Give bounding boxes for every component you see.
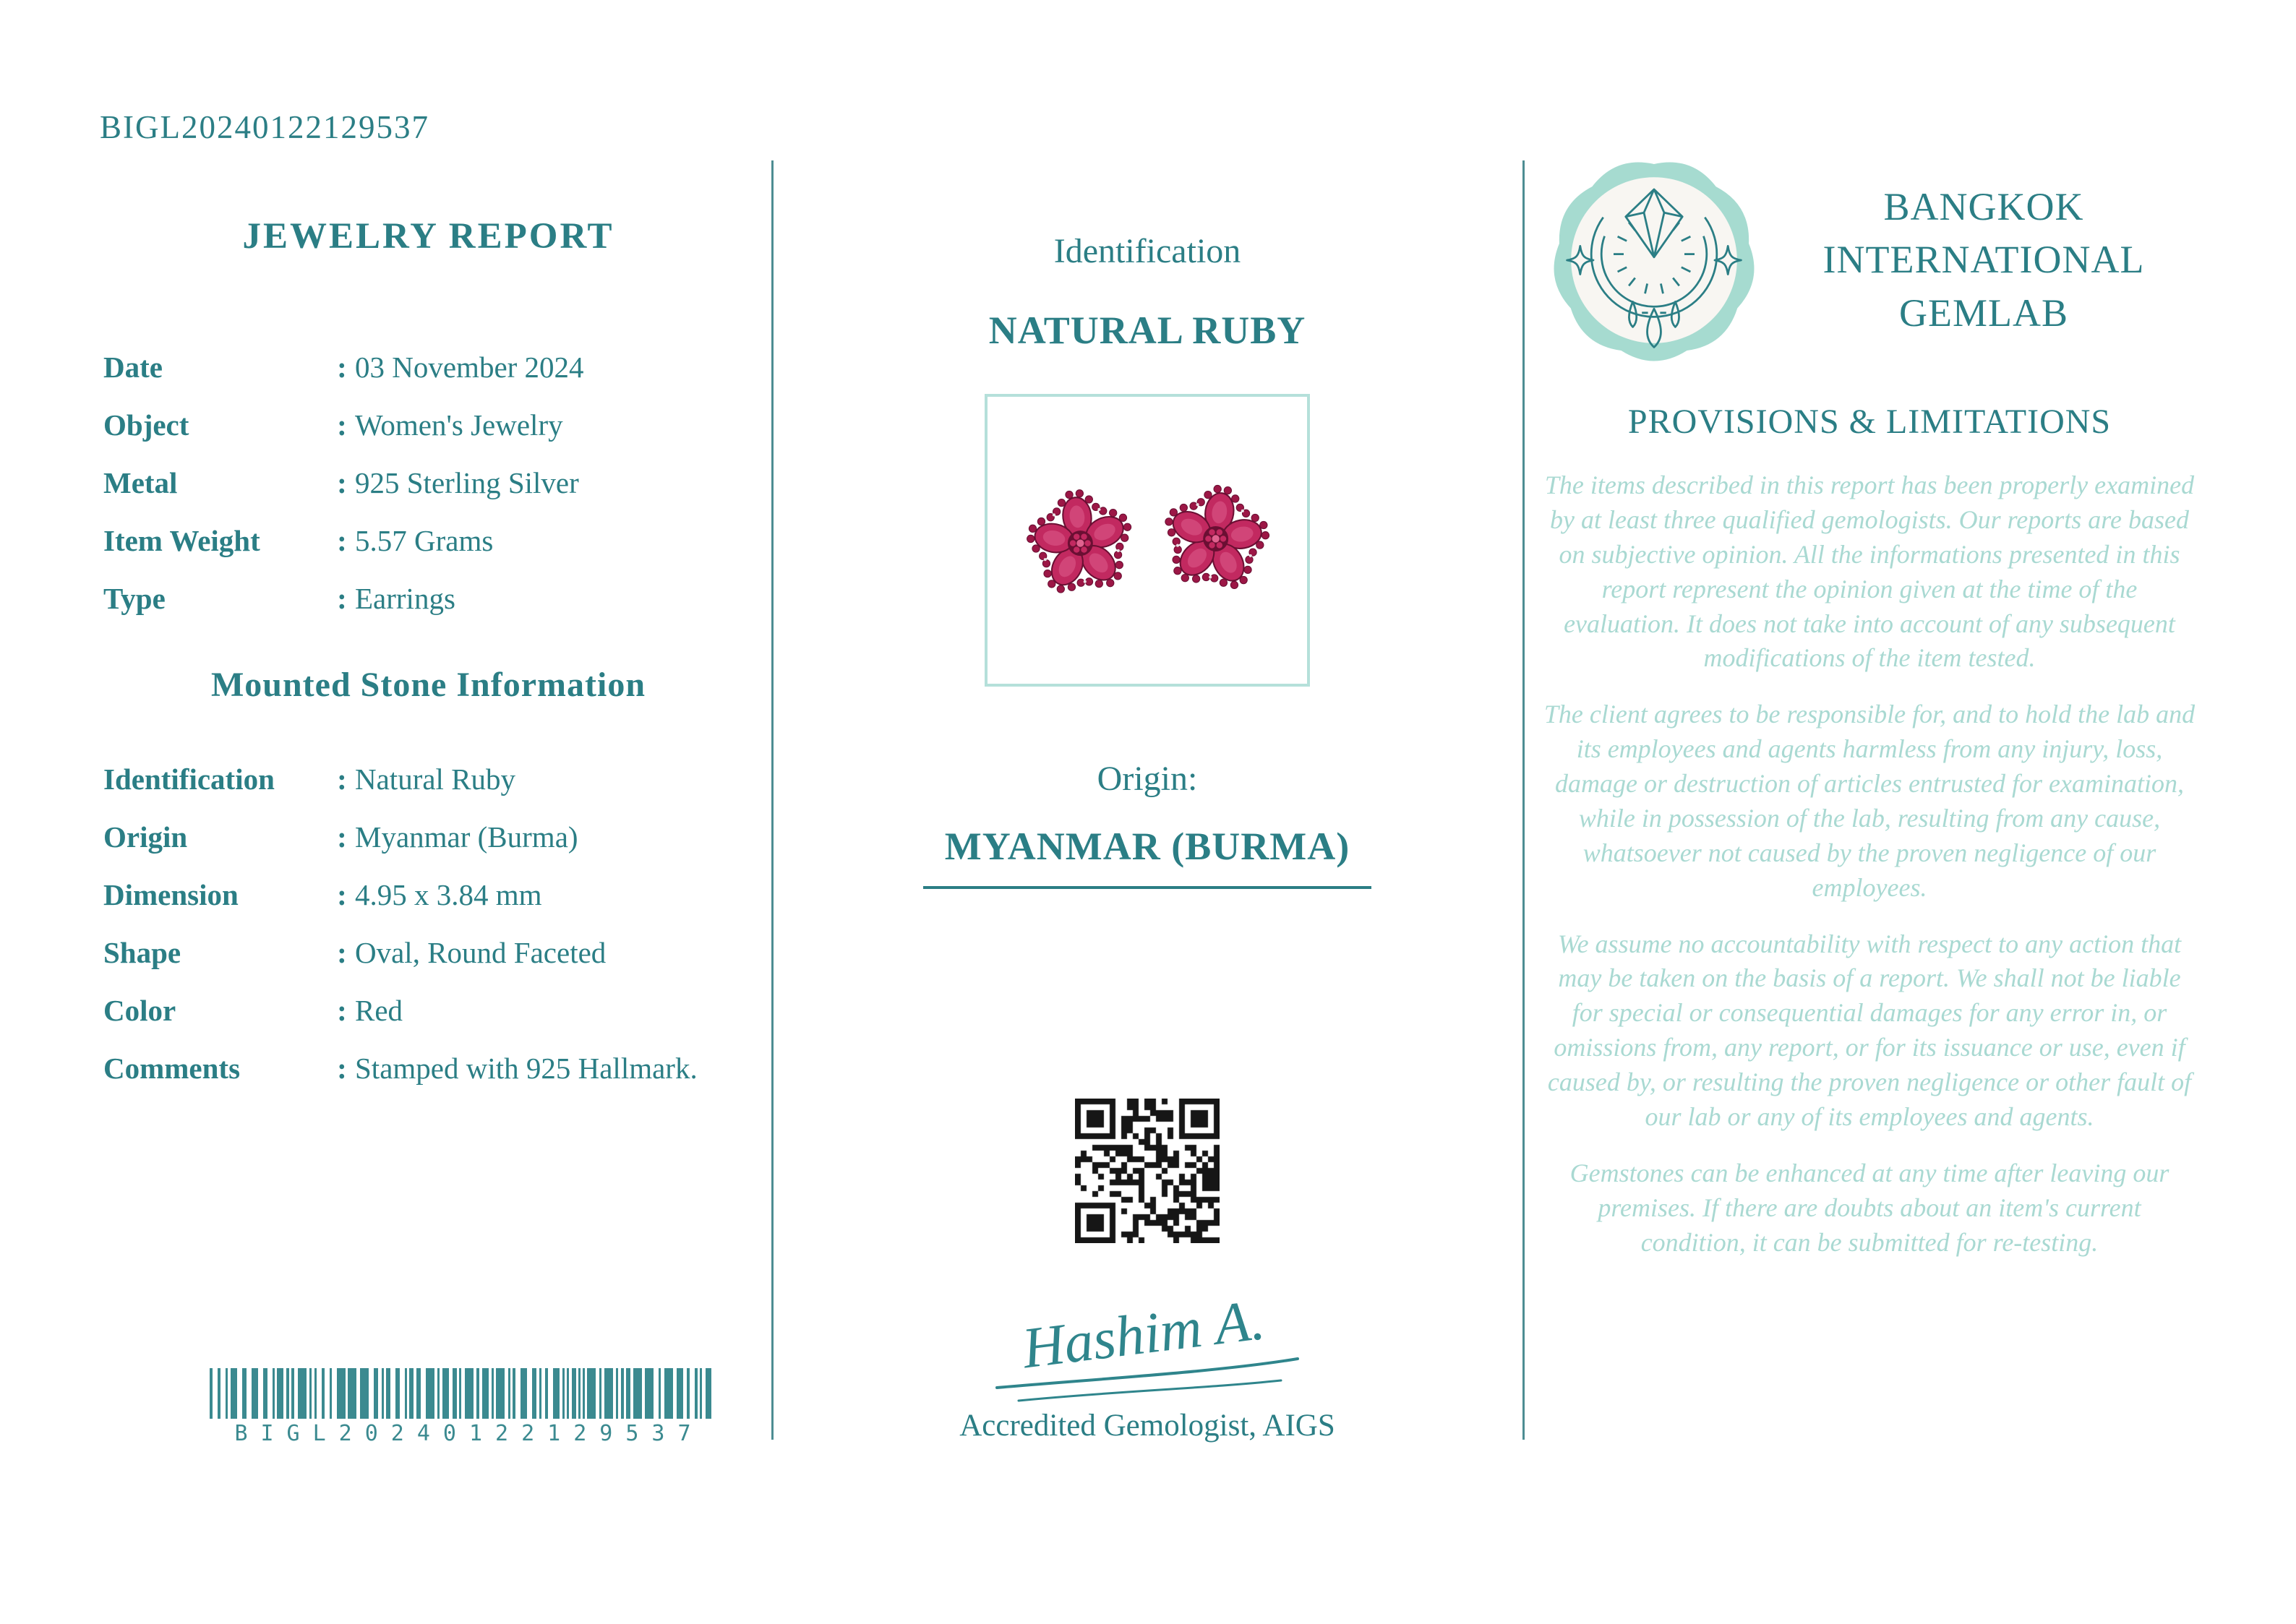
ruby-earrings-photo [998,451,1296,630]
item-photo-frame [985,394,1310,687]
provision-paragraph: The items described in this report has been properly examined by at least three qualified gemologists. Our reports are based on subjective opinion. All the informations presented in this report represent the opinion given at the time of the evaluation. It does not take into account of any subsequent modifications of the item tested. [1544,471,2195,673]
detail-colon: : [337,1052,347,1085]
detail-label: Comments [103,1052,241,1085]
detail-colon: : [337,351,347,384]
table-row [103,512,765,570]
detail-value: Myanmar (Burma) [355,820,578,854]
identification-value: NATURAL RUBY [988,309,1306,352]
table-row [103,808,765,866]
table-row [103,454,765,512]
gemologist-signature [959,1279,1335,1427]
table-row [103,924,765,981]
detail-colon: : [337,582,347,615]
detail-colon: : [337,524,347,557]
barcode-text: BIGL20240122129537 [234,1421,704,1446]
report-number: BIGL20240122129537 [100,109,429,145]
mounted-stone-title: Mounted Stone Information [210,666,646,704]
identification-heading: Identification [1053,232,1241,270]
item-details-table [103,338,765,627]
jewelry-report-section [98,0,759,1624]
detail-label: Identification [103,762,275,796]
detail-colon: : [337,466,347,499]
gemologist-title: Accredited Gemologist, AIGS [959,1409,1335,1443]
detail-value: Women's Jewelry [355,408,563,442]
detail-colon: : [337,878,347,911]
origin-heading: Origin: [1097,760,1198,798]
barcode [210,1368,716,1446]
provision-paragraph: The client agrees to be responsible for, and to hold the lab and its employees and agents harmless from any injury, loss, damage or destruction of articles entrusted for examination, while in possession of the lab, resulting from any cause, whatsoever not caused by the proven negligence of our employees. [1543,700,2196,902]
table-row [103,750,765,808]
detail-value: Stamped with 925 Hallmark. [355,1052,698,1085]
provisions-section [1522,0,2216,1624]
qr-code-icon [1075,1099,1220,1243]
provision-paragraph: Gemstones can be enhanced at any time after leaving our premises. If there are doubts about an item's current condition, it can be submitted for re-testing. [1569,1158,2169,1257]
table-row [103,570,765,627]
detail-value: Red [355,994,403,1027]
detail-label: Item Weight [103,524,260,557]
table-row [103,396,765,454]
detail-colon: : [337,820,347,854]
table-row [103,1039,765,1097]
lab-name: BANGKOK INTERNATIONAL GEMLAB [1822,184,2145,335]
provisions-title: PROVISIONS & LIMITATIONS [1627,403,2112,441]
gem-crescent-badge-icon [1553,159,1755,361]
barcode-bars-icon [210,1368,716,1419]
detail-value: Oval, Round Faceted [355,936,607,969]
signature-name: Hashim A. [1019,1288,1269,1381]
detail-value: Natural Ruby [355,762,516,796]
detail-label: Color [103,994,176,1027]
detail-value: 03 November 2024 [355,351,584,384]
detail-label: Object [103,408,189,442]
origin-underline [923,886,1371,889]
identification-section [771,0,1523,1624]
detail-value: 5.57 Grams [355,524,494,557]
provision-paragraph: We assume no accountability with respect to any action that may be taken on the basis of a report. We shall not be liable for special or consequential damages for any error in, or omissions from, any report, or for its issuance or use, even if caused by, or resulting the proven negligence or other fault of our lab or any of its employees and agents. [1547,929,2192,1131]
detail-label: Date [103,351,163,384]
detail-value: Earrings [355,582,455,615]
table-row [103,338,765,396]
detail-colon: : [337,762,347,796]
lab-header [1553,159,2203,361]
detail-value: 4.95 x 3.84 mm [355,878,542,911]
detail-colon: : [337,994,347,1027]
detail-label: Metal [103,466,178,499]
provisions-paragraphs [1543,468,2196,1281]
jewelry-report-title: JEWELRY REPORT [242,216,614,257]
detail-value: 925 Sterling Silver [355,466,579,499]
detail-colon: : [337,936,347,969]
origin-value: MYANMAR (BURMA) [944,825,1350,868]
stone-details-table [103,750,765,1097]
table-row [103,981,765,1039]
detail-colon: : [337,408,347,442]
detail-label: Type [103,582,166,615]
table-row [103,866,765,924]
detail-label: Shape [103,936,181,969]
detail-label: Origin [103,820,188,854]
detail-label: Dimension [103,878,239,911]
